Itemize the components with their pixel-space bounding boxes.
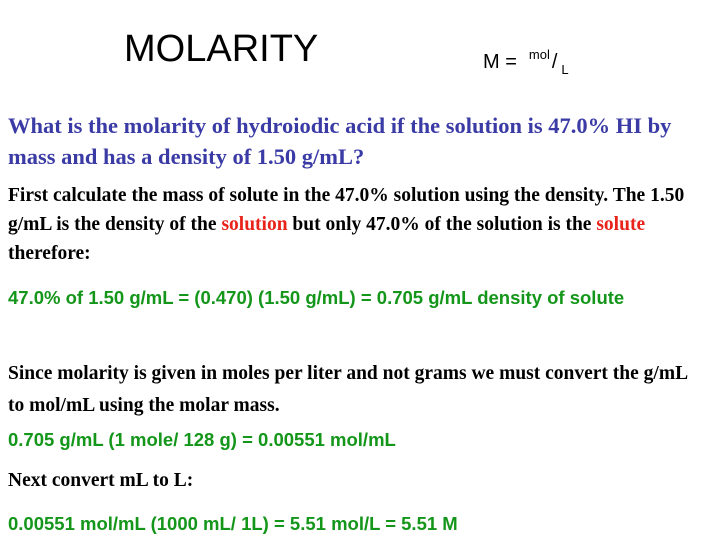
calculation-step-3: 0.00551 mol/mL (1000 mL/ 1L) = 5.51 mol/L = 5.51 M [8,513,458,534]
highlight-solute: solute [596,214,646,235]
formula-denominator: L [561,62,569,77]
explanation-part-1: First calculate the mass of solute in the 47.0% solution using the density. The 1.50 g/mL is the density of the [8,185,685,235]
explanation-paragraph-2: Since molarity is given in moles per liter and not grams we must convert the g/mL to mol/mL using the molar mass. [8,363,688,416]
formula-slash: / [551,51,558,73]
explanation-paragraph-1 [8,181,708,268]
calculation-step-1: 47.0% of 1.50 g/mL = (0.470) (1.50 g/mL) = 0.705 g/mL density of solute [8,287,625,308]
molarity-formula [483,47,569,77]
formula-lhs: M = [483,51,517,73]
explanation-paragraph-3: Next convert mL to L: [8,470,194,491]
highlight-solution: solution [221,214,288,235]
question-text: What is the molarity of hydroiodic acid if the solution is 47.0% HI by mass and has a density of 1.50 g/mL? [8,113,672,169]
formula-numerator: mol [528,47,550,62]
calculation-step-2: 0.705 g/mL (1 mole/ 128 g) = 0.00551 mol/mL [8,429,396,450]
explanation-part-2: but only 47.0% of the solution is the [287,214,597,235]
slide-title: MOLARITY [124,28,319,70]
explanation-part-3: therefore: [8,243,91,264]
